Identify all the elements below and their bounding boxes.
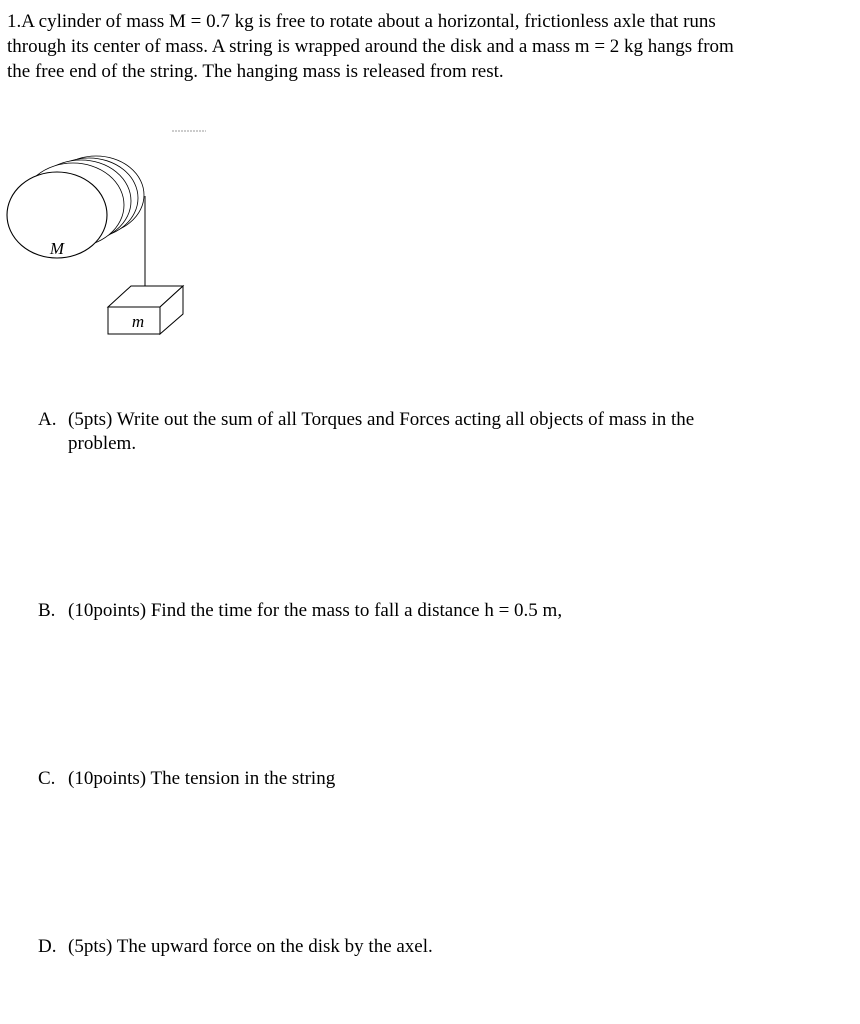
problem-line-2: through its center of mass. A string is wrapped around the disk and a mass m = 2 kg hangs from bbox=[7, 36, 734, 57]
cylinder-label: M bbox=[49, 239, 65, 258]
question-b-text: (10points) Find the time for the mass to fall a distance h = 0.5 m, bbox=[68, 600, 563, 621]
cylinder bbox=[7, 156, 144, 258]
question-d bbox=[38, 935, 818, 959]
question-c bbox=[38, 767, 818, 791]
problem-line-3: the free end of the string. The hanging mass is released from rest. bbox=[7, 61, 504, 82]
question-c-text: (10points) The tension in the string bbox=[68, 768, 336, 789]
question-c-marker: C. bbox=[38, 768, 56, 789]
question-b-marker: B. bbox=[38, 600, 56, 621]
hanging-block bbox=[108, 286, 183, 334]
problem-line-1: 1.A cylinder of mass M = 0.7 kg is free to rotate about a horizontal, frictionless axle that runs bbox=[7, 11, 716, 32]
question-b bbox=[38, 599, 818, 623]
block-label: m bbox=[131, 312, 145, 331]
cylinder-pulley-diagram bbox=[0, 120, 220, 350]
question-a bbox=[38, 408, 818, 456]
problem-statement bbox=[7, 9, 827, 84]
question-a-line-2: problem. bbox=[68, 433, 137, 454]
question-d-text: (5pts) The upward force on the disk by the axel. bbox=[68, 936, 433, 957]
question-a-marker: A. bbox=[38, 409, 57, 430]
question-a-line-1: (5pts) Write out the sum of all Torques and Forces acting all objects of mass in the bbox=[68, 409, 695, 430]
question-d-marker: D. bbox=[38, 936, 57, 957]
